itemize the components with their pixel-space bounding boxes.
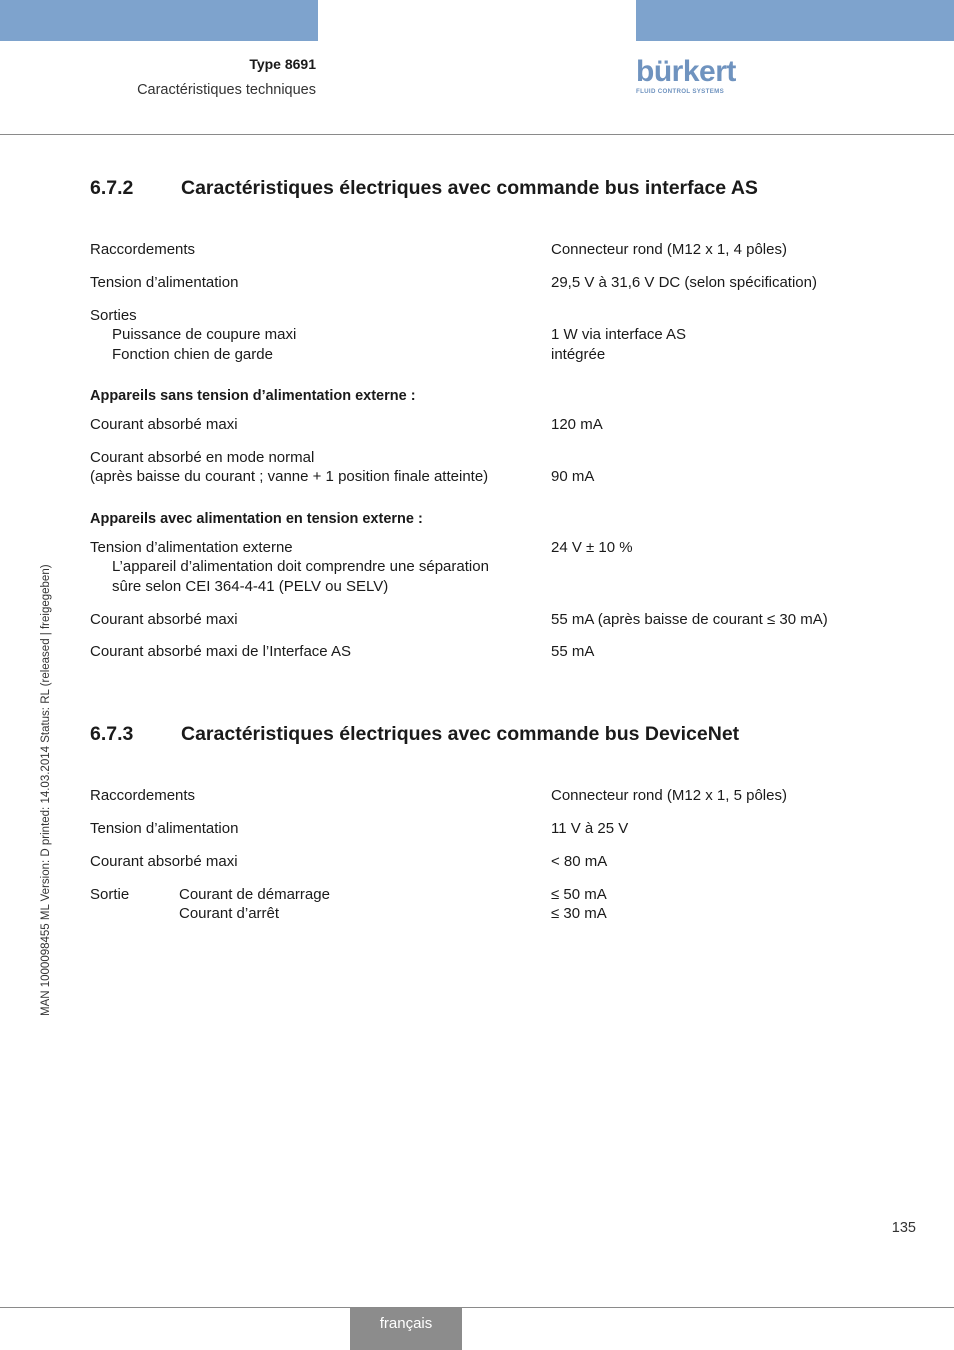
spec-label: Tension d’alimentation xyxy=(90,274,239,291)
section-heading: Caractéristiques électriques avec commande bus interface AS xyxy=(181,177,758,199)
spec-label: Tension d’alimentation externe xyxy=(90,539,293,556)
spec-value: Connecteur rond (M12 x 1, 5 pôles) xyxy=(551,787,787,804)
spec-value: 29,5 V à 31,6 V DC (selon spécification) xyxy=(551,274,817,291)
spec-sublabel: Puissance de coupure maxi xyxy=(112,326,297,343)
language-tab: français xyxy=(350,1308,462,1350)
spec-value: < 80 mA xyxy=(551,853,608,870)
spec-value: 120 mA xyxy=(551,416,603,433)
group-heading: Appareils avec alimentation en tension externe : xyxy=(90,511,423,527)
spec-value: 24 V ± 10 % xyxy=(551,539,633,556)
spec-value: 55 mA (après baisse de courant ≤ 30 mA) xyxy=(551,611,828,628)
spec-label: Raccordements xyxy=(90,241,196,258)
document-meta-vertical: MAN 1000098455 ML Version: D printed: 14.03.2014 Status: RL (released | freigegeben) xyxy=(40,564,52,1016)
spec-label: Tension d’alimentation xyxy=(90,820,239,837)
spec-label: Courant absorbé en mode normal xyxy=(90,449,315,466)
spec-value: 1 W via interface AS xyxy=(551,326,687,343)
header-divider xyxy=(0,134,954,135)
spec-value: 90 mA xyxy=(551,468,595,485)
spec-label: Courant absorbé maxi xyxy=(90,611,238,628)
spec-value: intégrée xyxy=(551,346,606,363)
chapter-subtitle: Caractéristiques techniques xyxy=(137,82,316,98)
spec-value: ≤ 50 mA xyxy=(551,886,607,903)
spec-label: Raccordements xyxy=(90,787,196,804)
spec-value: Connecteur rond (M12 x 1, 4 pôles) xyxy=(551,241,787,258)
logo-tagline: FLUID CONTROL SYSTEMS xyxy=(636,88,724,95)
spec-label-sortie: Sortie xyxy=(90,886,130,903)
spec-sublabel: Courant d’arrêt xyxy=(179,905,280,922)
spec-sublabel: Courant de démarrage xyxy=(179,886,330,903)
section-number: 6.7.2 xyxy=(90,177,134,199)
page-number: 135 xyxy=(891,1220,916,1236)
document-type: Type 8691 xyxy=(249,56,316,72)
spec-value: 11 V à 25 V xyxy=(551,820,629,837)
spec-sublabel: sûre selon CEI 364-4-41 (PELV ou SELV) xyxy=(112,578,389,595)
spec-value: 55 mA xyxy=(551,643,595,660)
spec-label-note: (après baisse du courant ; vanne + 1 position finale atteinte) xyxy=(90,468,489,485)
spec-sublabel: L’appareil d’alimentation doit comprendre une séparation xyxy=(112,558,489,575)
section-heading: Caractéristiques électriques avec commande bus DeviceNet xyxy=(181,723,740,745)
footer-divider xyxy=(0,1307,954,1308)
header-band-right xyxy=(636,0,954,41)
header-band-left xyxy=(0,0,318,41)
spec-label: Courant absorbé maxi de l’Interface AS xyxy=(90,643,351,660)
spec-sublabel: Fonction chien de garde xyxy=(112,346,273,363)
burkert-logo xyxy=(636,57,736,95)
spec-value: ≤ 30 mA xyxy=(551,905,607,922)
logo-wordmark: bürkert xyxy=(636,55,736,88)
spec-label: Courant absorbé maxi xyxy=(90,416,238,433)
spec-label-sorties: Sorties xyxy=(90,307,137,324)
group-heading: Appareils sans tension d’alimentation externe : xyxy=(90,388,416,404)
section-number: 6.7.3 xyxy=(90,723,134,745)
spec-label: Courant absorbé maxi xyxy=(90,853,238,870)
